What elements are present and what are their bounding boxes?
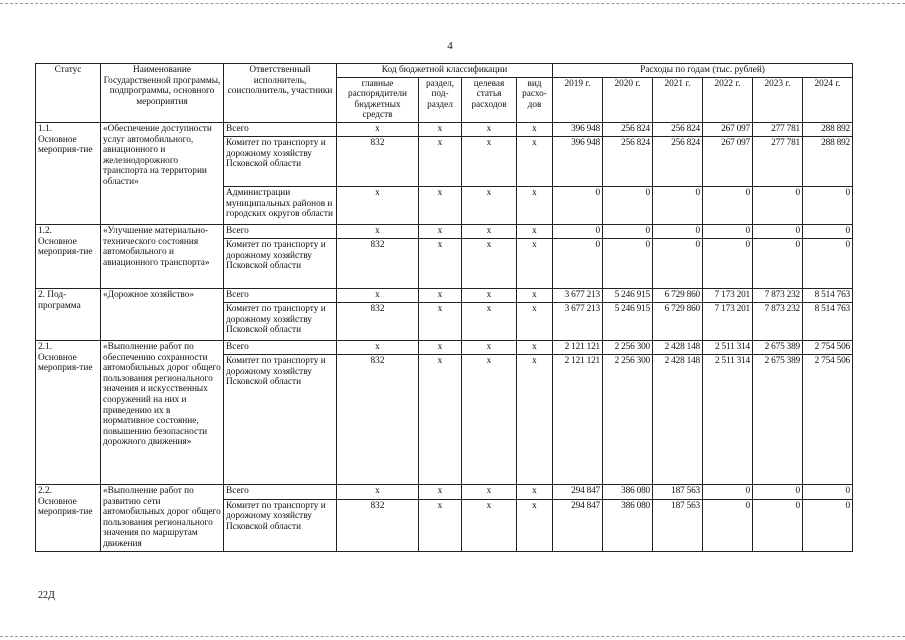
amount-cell: 0 — [653, 186, 703, 224]
header-year-2021: 2021 г. — [653, 77, 703, 122]
amount-cell: 0 — [703, 186, 753, 224]
amount-cell: 6 729 860 — [653, 302, 703, 340]
vr-cell: х — [517, 238, 553, 288]
rzpr-cell: х — [419, 354, 462, 484]
amount-cell: 6 729 860 — [653, 288, 703, 302]
executor-cell: Комитет по транспорту и дорожному хозяйству Псковской области — [224, 238, 337, 288]
amount-cell: 7 873 232 — [753, 302, 803, 340]
amount-cell: 7 173 201 — [703, 302, 753, 340]
amount-cell: 3 677 213 — [553, 302, 603, 340]
amount-cell: 2 121 121 — [553, 354, 603, 484]
amount-cell: 288 892 — [803, 122, 853, 136]
amount-cell: 277 781 — [753, 136, 803, 186]
amount-cell: 3 677 213 — [553, 288, 603, 302]
amount-cell: 2 754 506 — [803, 340, 853, 354]
table-row — [36, 288, 853, 302]
vr-cell: х — [517, 224, 553, 238]
amount-cell: 0 — [803, 186, 853, 224]
scan-edge-top — [0, 3, 905, 4]
grbs-cell: х — [337, 122, 419, 136]
amount-cell: 2 675 389 — [753, 340, 803, 354]
executor-cell: Комитет по транспорту и дорожному хозяйству Псковской области — [224, 499, 337, 551]
name-cell: «Выполнение работ по обеспечению сохранности автомобильных дорог общего пользования регионального значения и искусственных сооружений на них и приведению их в нормативное состояние, повышению безопасности дорожного движения» — [101, 340, 224, 484]
table-row — [36, 340, 853, 354]
header-year-2023: 2023 г. — [753, 77, 803, 122]
amount-cell: 256 824 — [603, 122, 653, 136]
header-grbs: главные распорядители бюджетных средств — [337, 77, 419, 122]
amount-cell: 386 080 — [603, 484, 653, 499]
table-body — [36, 122, 853, 551]
header-csr: целевая статья расходов — [462, 77, 517, 122]
amount-cell: 0 — [753, 484, 803, 499]
header-budget-code: Код бюджетной классификации — [337, 64, 553, 78]
rzpr-cell: х — [419, 484, 462, 499]
header-year-2020: 2020 г. — [603, 77, 653, 122]
grbs-cell: 832 — [337, 354, 419, 484]
budget-table — [35, 63, 853, 552]
scan-edge-bottom — [0, 636, 905, 637]
amount-cell: 2 511 314 — [703, 354, 753, 484]
amount-cell: 256 824 — [603, 136, 653, 186]
grbs-cell: х — [337, 186, 419, 224]
rzpr-cell: х — [419, 186, 462, 224]
rzpr-cell: х — [419, 340, 462, 354]
vr-cell: х — [517, 499, 553, 551]
status-cell: 1.2. Основное мероприя-тие — [36, 224, 101, 288]
amount-cell: 187 563 — [653, 499, 703, 551]
vr-cell: х — [517, 340, 553, 354]
footer-code: 22Д — [38, 590, 55, 601]
vr-cell: х — [517, 186, 553, 224]
vr-cell: х — [517, 302, 553, 340]
csr-cell: х — [462, 136, 517, 186]
rzpr-cell: х — [419, 288, 462, 302]
amount-cell: 8 514 763 — [803, 302, 853, 340]
amount-cell: 0 — [753, 186, 803, 224]
table-row — [36, 224, 853, 238]
amount-cell: 2 256 300 — [603, 354, 653, 484]
rzpr-cell: х — [419, 302, 462, 340]
grbs-cell: х — [337, 288, 419, 302]
vr-cell: х — [517, 354, 553, 484]
grbs-cell: 832 — [337, 302, 419, 340]
amount-cell: 0 — [603, 238, 653, 288]
executor-cell: Всего — [224, 484, 337, 499]
amount-cell: 0 — [703, 238, 753, 288]
amount-cell: 0 — [603, 186, 653, 224]
grbs-cell: х — [337, 224, 419, 238]
rzpr-cell: х — [419, 122, 462, 136]
executor-cell: Комитет по транспорту и дорожному хозяйству Псковской области — [224, 136, 337, 186]
header-executor: Ответственный исполнитель, соисполнитель, участники — [224, 64, 337, 123]
amount-cell: 0 — [653, 238, 703, 288]
csr-cell: х — [462, 499, 517, 551]
header-year-2022: 2022 г. — [703, 77, 753, 122]
executor-cell: Всего — [224, 340, 337, 354]
amount-cell: 2 121 121 — [553, 340, 603, 354]
amount-cell: 2 511 314 — [703, 340, 753, 354]
amount-cell: 256 824 — [653, 136, 703, 186]
amount-cell: 0 — [703, 224, 753, 238]
amount-cell: 5 246 915 — [603, 288, 653, 302]
amount-cell: 288 892 — [803, 136, 853, 186]
amount-cell: 0 — [703, 484, 753, 499]
csr-cell: х — [462, 238, 517, 288]
amount-cell: 0 — [803, 484, 853, 499]
table-row — [36, 484, 853, 499]
executor-cell: Администрации муниципальных районов и городских округов области — [224, 186, 337, 224]
amount-cell: 0 — [603, 224, 653, 238]
amount-cell: 0 — [553, 224, 603, 238]
vr-cell: х — [517, 288, 553, 302]
executor-cell: Комитет по транспорту и дорожному хозяйству Псковской области — [224, 354, 337, 484]
amount-cell: 187 563 — [653, 484, 703, 499]
table-row — [36, 122, 853, 136]
rzpr-cell: х — [419, 499, 462, 551]
executor-cell: Комитет по транспорту и дорожному хозяйству Псковской области — [224, 302, 337, 340]
amount-cell: 8 514 763 — [803, 288, 853, 302]
amount-cell: 2 754 506 — [803, 354, 853, 484]
status-cell: 2.1. Основное мероприя-тие — [36, 340, 101, 484]
amount-cell: 0 — [803, 499, 853, 551]
name-cell: «Выполнение работ по развитию сети автомобильных дорог общего пользования регионального значения по маршрутам движения — [101, 484, 224, 551]
grbs-cell: 832 — [337, 136, 419, 186]
csr-cell: х — [462, 288, 517, 302]
amount-cell: 0 — [753, 224, 803, 238]
header-expenses: Расходы по годам (тыс. рублей) — [553, 64, 853, 78]
amount-cell: 256 824 — [653, 122, 703, 136]
name-cell: «Дорожное хозяйство» — [101, 288, 224, 340]
grbs-cell: х — [337, 340, 419, 354]
amount-cell: 267 097 — [703, 136, 753, 186]
header-status: Статус — [36, 64, 101, 123]
amount-cell: 0 — [803, 224, 853, 238]
name-cell: «Улучшение материально-технического состояния автомобильного и авиационного транспорта» — [101, 224, 224, 288]
vr-cell: х — [517, 484, 553, 499]
amount-cell: 267 097 — [703, 122, 753, 136]
csr-cell: х — [462, 484, 517, 499]
amount-cell: 294 847 — [553, 499, 603, 551]
status-cell: 1.1. Основное мероприя-тие — [36, 122, 101, 224]
vr-cell: х — [517, 122, 553, 136]
table-header — [36, 64, 853, 123]
amount-cell: 0 — [803, 238, 853, 288]
rzpr-cell: х — [419, 238, 462, 288]
grbs-cell: 832 — [337, 499, 419, 551]
amount-cell: 396 948 — [553, 136, 603, 186]
amount-cell: 0 — [703, 499, 753, 551]
amount-cell: 294 847 — [553, 484, 603, 499]
amount-cell: 0 — [553, 238, 603, 288]
amount-cell: 7 873 232 — [753, 288, 803, 302]
amount-cell: 0 — [753, 499, 803, 551]
executor-cell: Всего — [224, 122, 337, 136]
executor-cell: Всего — [224, 224, 337, 238]
rzpr-cell: х — [419, 136, 462, 186]
header-year-2019: 2019 г. — [553, 77, 603, 122]
csr-cell: х — [462, 354, 517, 484]
status-cell: 2.2. Основное мероприя-тие — [36, 484, 101, 551]
amount-cell: 386 080 — [603, 499, 653, 551]
header-rzpr: раздел, под-раздел — [419, 77, 462, 122]
csr-cell: х — [462, 224, 517, 238]
csr-cell: х — [462, 302, 517, 340]
amount-cell: 0 — [653, 224, 703, 238]
amount-cell: 7 173 201 — [703, 288, 753, 302]
vr-cell: х — [517, 136, 553, 186]
header-name: Наименование Государственной программы, подпрограммы, основного мероприятия — [101, 64, 224, 123]
amount-cell: 0 — [753, 238, 803, 288]
grbs-cell: 832 — [337, 238, 419, 288]
csr-cell: х — [462, 122, 517, 136]
header-year-2024: 2024 г. — [803, 77, 853, 122]
amount-cell: 396 948 — [553, 122, 603, 136]
status-cell: 2. Под-программа — [36, 288, 101, 340]
amount-cell: 277 781 — [753, 122, 803, 136]
amount-cell: 5 246 915 — [603, 302, 653, 340]
executor-cell: Всего — [224, 288, 337, 302]
rzpr-cell: х — [419, 224, 462, 238]
csr-cell: х — [462, 340, 517, 354]
amount-cell: 2 428 148 — [653, 340, 703, 354]
name-cell: «Обеспечение доступности услуг автомобильного, авиационного и железнодорожного транспорта на территории области» — [101, 122, 224, 224]
amount-cell: 2 675 389 — [753, 354, 803, 484]
amount-cell: 0 — [553, 186, 603, 224]
header-vr: вид расхо-дов — [517, 77, 553, 122]
amount-cell: 2 256 300 — [603, 340, 653, 354]
amount-cell: 2 428 148 — [653, 354, 703, 484]
grbs-cell: х — [337, 484, 419, 499]
csr-cell: х — [462, 186, 517, 224]
page-number: 4 — [447, 40, 453, 52]
